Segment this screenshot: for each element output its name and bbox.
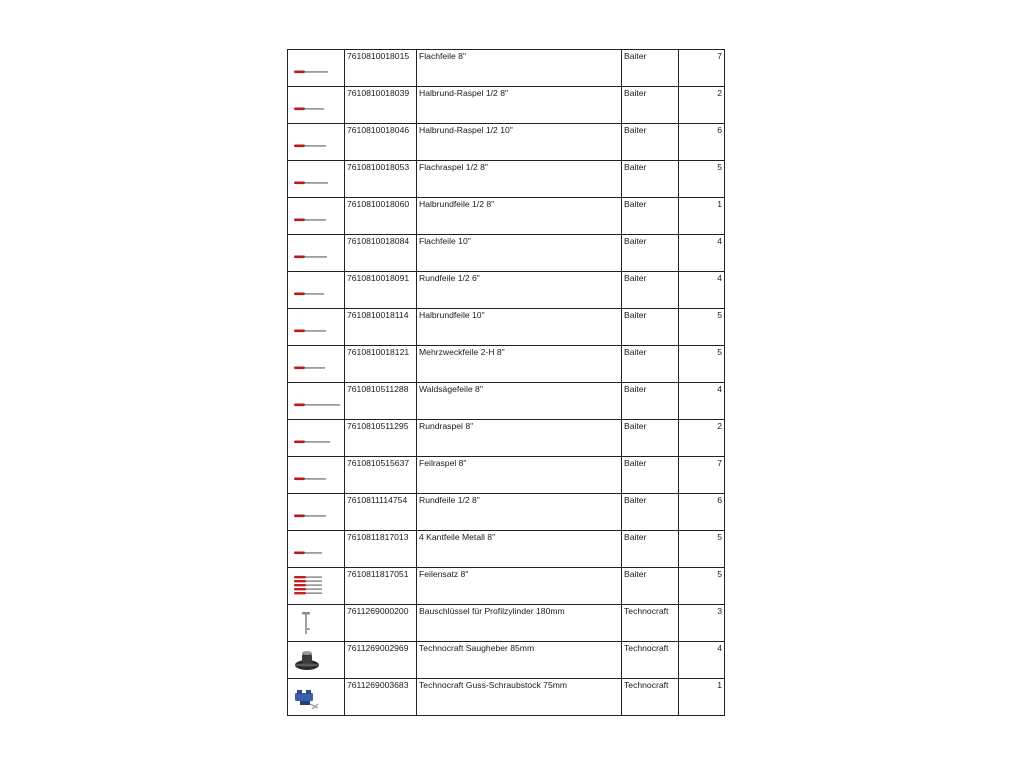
ean-cell: 7610810511288 (345, 383, 417, 420)
quantity-cell: 4 (679, 235, 725, 272)
product-name-cell: Flachraspel 1/2 8" (417, 161, 622, 198)
table-row (288, 605, 725, 642)
ean-cell: 7610810511295 (345, 420, 417, 457)
brand-cell: Baiter (622, 420, 679, 457)
ean-cell: 7610810018053 (345, 161, 417, 198)
table-row (288, 235, 725, 272)
brand-cell: Baiter (622, 198, 679, 235)
product-name-cell: Halbrund-Raspel 1/2 10" (417, 124, 622, 161)
quantity-cell: 2 (679, 420, 725, 457)
brand-cell: Baiter (622, 50, 679, 87)
product-name-cell: Flachfeile 10" (417, 235, 622, 272)
table-row (288, 420, 725, 457)
ean-cell: 7610811817051 (345, 568, 417, 605)
product-table-body (288, 50, 725, 716)
ean-cell: 7610810018060 (345, 198, 417, 235)
brand-cell: Baiter (622, 235, 679, 272)
quantity-cell: 4 (679, 642, 725, 679)
brand-cell: Baiter (622, 346, 679, 383)
product-name-cell: Waldsägefeile 8" (417, 383, 622, 420)
file-tool-icon (288, 199, 344, 233)
table-row (288, 642, 725, 679)
ean-cell: 7611269002969 (345, 642, 417, 679)
product-name-cell: Rundfeile 1/2 6" (417, 272, 622, 309)
product-image-cell (288, 568, 345, 605)
file-tool-icon (288, 384, 344, 418)
key-icon (288, 606, 344, 640)
brand-cell: Baiter (622, 494, 679, 531)
product-image-cell (288, 605, 345, 642)
file-tool-icon (288, 273, 344, 307)
quantity-cell: 7 (679, 50, 725, 87)
file-tool-icon (288, 421, 344, 455)
product-name-cell: Rundraspel 8" (417, 420, 622, 457)
table-row (288, 568, 725, 605)
product-image-cell (288, 642, 345, 679)
brand-cell: Technocraft (622, 679, 679, 716)
brand-cell: Baiter (622, 531, 679, 568)
product-image-cell (288, 531, 345, 568)
product-image-cell (288, 383, 345, 420)
product-image-cell (288, 272, 345, 309)
ean-cell: 7610810018091 (345, 272, 417, 309)
ean-cell: 7610811817013 (345, 531, 417, 568)
product-image-cell (288, 87, 345, 124)
quantity-cell: 5 (679, 346, 725, 383)
product-image-cell (288, 235, 345, 272)
file-tool-icon (288, 162, 344, 196)
file-tool-icon (288, 125, 344, 159)
brand-cell: Technocraft (622, 642, 679, 679)
quantity-cell: 6 (679, 124, 725, 161)
quantity-cell: 7 (679, 457, 725, 494)
file-tool-icon (288, 51, 344, 85)
product-image-cell (288, 494, 345, 531)
table-row (288, 198, 725, 235)
table-row (288, 272, 725, 309)
quantity-cell: 5 (679, 568, 725, 605)
quantity-cell: 4 (679, 383, 725, 420)
product-name-cell: Halbrundfeile 10" (417, 309, 622, 346)
product-name-cell: Halbrundfeile 1/2 8" (417, 198, 622, 235)
table-row (288, 309, 725, 346)
product-name-cell: Feilensatz 8" (417, 568, 622, 605)
ean-cell: 7610810018084 (345, 235, 417, 272)
file-tool-icon (288, 458, 344, 492)
quantity-cell: 5 (679, 531, 725, 568)
ean-cell: 7610810018121 (345, 346, 417, 383)
quantity-cell: 2 (679, 87, 725, 124)
brand-cell: Baiter (622, 383, 679, 420)
quantity-cell: 6 (679, 494, 725, 531)
file-tool-icon (288, 532, 344, 566)
product-image-cell (288, 161, 345, 198)
table-row (288, 383, 725, 420)
product-image-cell (288, 50, 345, 87)
ean-cell: 7610810018114 (345, 309, 417, 346)
vise-icon (288, 680, 344, 714)
quantity-cell: 4 (679, 272, 725, 309)
ean-cell: 7610810515637 (345, 457, 417, 494)
brand-cell: Baiter (622, 272, 679, 309)
table-row (288, 679, 725, 716)
brand-cell: Technocraft (622, 605, 679, 642)
suction-lifter-icon (288, 643, 344, 677)
ean-cell: 7610811114754 (345, 494, 417, 531)
brand-cell: Baiter (622, 161, 679, 198)
brand-cell: Baiter (622, 568, 679, 605)
product-name-cell: Rundfeile 1/2 8" (417, 494, 622, 531)
product-table (287, 49, 725, 716)
product-image-cell (288, 420, 345, 457)
table-row (288, 161, 725, 198)
brand-cell: Baiter (622, 457, 679, 494)
brand-cell: Baiter (622, 87, 679, 124)
ean-cell: 7610810018039 (345, 87, 417, 124)
product-name-cell: Mehrzweckfeile 2-H 8" (417, 346, 622, 383)
product-image-cell (288, 309, 345, 346)
product-name-cell: Technocraft Saugheber 85mm (417, 642, 622, 679)
ean-cell: 7611269003683 (345, 679, 417, 716)
ean-cell: 7610810018015 (345, 50, 417, 87)
quantity-cell: 5 (679, 309, 725, 346)
product-image-cell (288, 124, 345, 161)
table-row (288, 531, 725, 568)
file-tool-icon (288, 88, 344, 122)
product-image-cell (288, 457, 345, 494)
product-image-cell (288, 346, 345, 383)
ean-cell: 7611269000200 (345, 605, 417, 642)
brand-cell: Baiter (622, 124, 679, 161)
table-row (288, 87, 725, 124)
table-row (288, 494, 725, 531)
file-tool-icon (288, 236, 344, 270)
product-name-cell: Flachfeile 8" (417, 50, 622, 87)
file-tool-icon (288, 495, 344, 529)
file-set-icon (288, 569, 344, 603)
file-tool-icon (288, 310, 344, 344)
product-name-cell: Bauschlüssel für Profilzylinder 180mm (417, 605, 622, 642)
file-tool-icon (288, 347, 344, 381)
product-image-cell (288, 679, 345, 716)
quantity-cell: 5 (679, 161, 725, 198)
brand-cell: Baiter (622, 309, 679, 346)
quantity-cell: 3 (679, 605, 725, 642)
product-image-cell (288, 198, 345, 235)
product-name-cell: Feilraspel 8" (417, 457, 622, 494)
table-row (288, 50, 725, 87)
ean-cell: 7610810018046 (345, 124, 417, 161)
table-row (288, 124, 725, 161)
quantity-cell: 1 (679, 679, 725, 716)
quantity-cell: 1 (679, 198, 725, 235)
product-name-cell: Technocraft Guss-Schraubstock 75mm (417, 679, 622, 716)
product-name-cell: 4 Kantfeile Metall 8" (417, 531, 622, 568)
product-sheet (287, 49, 724, 716)
table-row (288, 346, 725, 383)
product-name-cell: Halbrund-Raspel 1/2 8" (417, 87, 622, 124)
table-row (288, 457, 725, 494)
